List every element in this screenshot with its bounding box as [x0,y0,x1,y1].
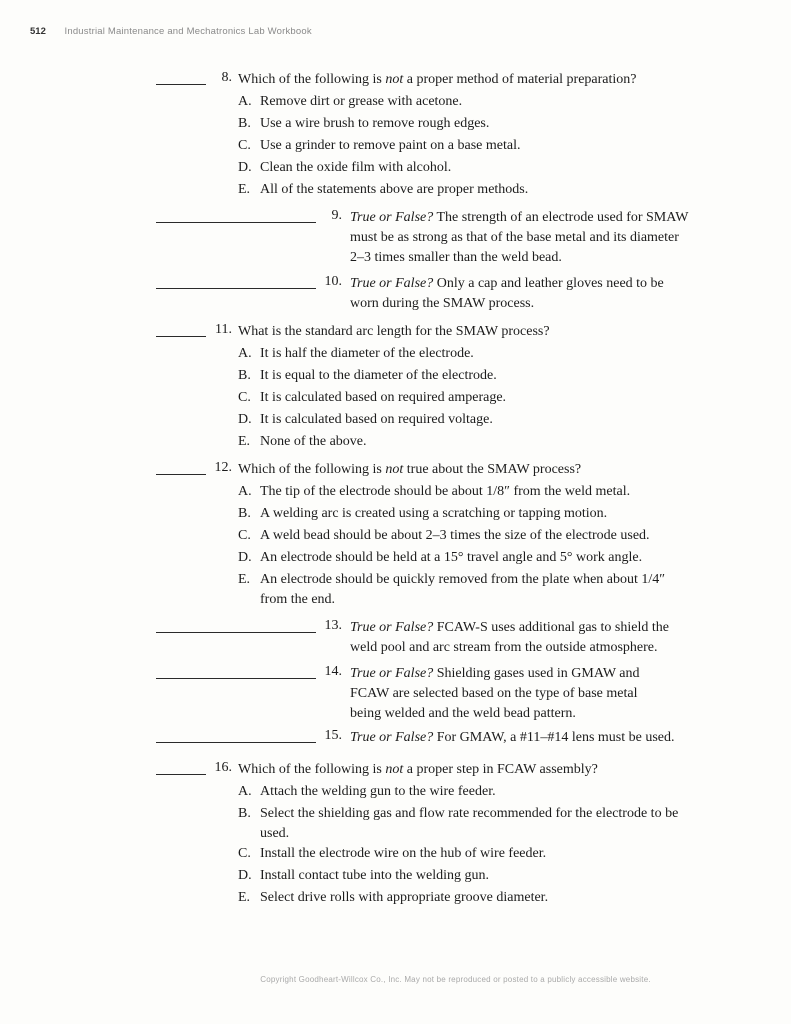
option-8c: C. Use a grinder to remove paint on a base metal. [238,138,521,153]
option-8d: D. Clean the oxide film with alcohol. [238,160,452,175]
option-12d: D. An electrode should be held at a 15° travel angle and 5° work angle. [238,550,643,565]
question-number-9: 9. [331,208,342,223]
option-11b: B. It is equal to the diameter of the electrode. [238,368,497,383]
question-text-13: True or False? FCAW-S uses additional gas to shield the weld pool and arc stream from the outside atmosphere. [350,620,669,655]
question-number-10: 10. [324,274,342,289]
option-16a: A. Attach the welding gun to the wire feeder. [238,784,496,799]
question-number-14: 14. [324,664,342,679]
question-text-15: True or False? For GMAW, a #11–#14 lens must be used. [350,730,675,745]
question-text-12: Which of the following is not true about the SMAW process? [238,462,582,477]
option-8a: A. Remove dirt or grease with acetone. [238,94,463,109]
option-8e: E. All of the statements above are proper methods. [238,182,529,197]
question-number-12: 12. [214,460,232,475]
question-text-9: True or False? The strength of an electrode used for SMAW must be as strong as that of the base metal and its diameter 2–3 times smaller than the weld bead. [350,210,689,265]
answer-blank-15[interactable] [156,742,316,743]
question-text-11: What is the standard arc length for the SMAW process? [238,324,550,339]
answer-blank-10[interactable] [156,288,316,289]
question-text-14: True or False? Shielding gases used in GMAW and FCAW are selected based on the type of base metal being welded and the weld bead pattern. [350,666,640,721]
option-16e: E. Select drive rolls with appropriate groove diameter. [238,890,549,905]
answer-blank-13[interactable] [156,632,316,633]
option-12c: C. A weld bead should be about 2–3 times the size of the electrode used. [238,528,650,543]
question-text-10: True or False? Only a cap and leather gloves need to be worn during the SMAW process. [350,276,664,311]
option-12a: A. The tip of the electrode should be about 1/8″ from the weld metal. [238,484,631,499]
question-number-13: 13. [324,618,342,633]
question-number-8: 8. [221,70,232,85]
question-text-16: Which of the following is not a proper step in FCAW assembly? [238,762,598,777]
option-11d: D. It is calculated based on required voltage. [238,412,493,427]
option-11a: A. It is half the diameter of the electrode. [238,346,474,361]
question-number-16: 16. [214,760,232,775]
question-number-11: 11. [215,322,232,337]
option-11c: C. It is calculated based on required amperage. [238,390,507,405]
question-text-8: Which of the following is not a proper method of material preparation? [238,72,637,87]
page-header [30,26,312,37]
answer-blank-14[interactable] [156,678,316,679]
book-title: Industrial Maintenance and Mechatronics Lab Workbook [64,26,312,37]
option-12b: B. A welding arc is created using a scratching or tapping motion. [238,506,608,521]
copyright-footer: Copyright Goodheart-Willcox Co., Inc. May not be reproduced or posted to a publicly accessible website. [260,975,651,984]
option-16d: D. Install contact tube into the welding gun. [238,868,490,883]
option-11e: E. None of the above. [238,434,367,449]
answer-blank-9[interactable] [156,222,316,223]
question-number-15: 15. [324,728,342,743]
page-number: 512 [30,26,46,37]
option-12e: E. An electrode should be quickly removed from the plate when about 1/4″ from the end. [238,572,666,607]
option-8b: B. Use a wire brush to remove rough edges. [238,116,490,131]
option-16b: B. Select the shielding gas and flow rate recommended for the electrode to be used. [238,806,679,841]
option-16c: C. Install the electrode wire on the hub of wire feeder. [238,846,547,861]
